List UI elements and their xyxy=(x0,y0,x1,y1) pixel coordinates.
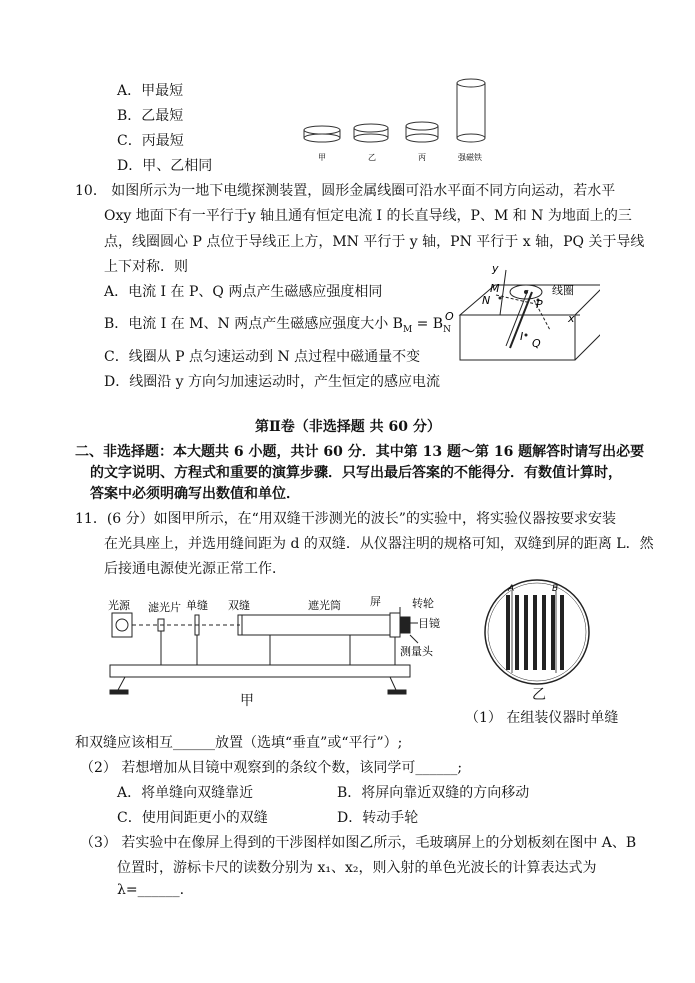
q10-option-b-eq: = B xyxy=(412,316,444,332)
q10-option-b-sub2: N xyxy=(443,324,451,335)
q11-label-eyepiece: 目镜 xyxy=(418,617,440,630)
q11-label-double-slit: 双缝 xyxy=(228,599,250,612)
q11-sub2-option-b: B．将屏向靠近双缝的方向移动 xyxy=(337,785,530,801)
q10-label-n: N xyxy=(482,294,491,307)
q11-sub1-part-b: 和双缝应该相互______放置（选填“垂直”或“平行”）; xyxy=(75,735,403,751)
q11-sub3-line-1: （3） 若实验中在像屏上得到的干涉图样如图乙所示，毛玻璃屏上的分划板刻在图中 A、B xyxy=(80,835,637,851)
q9-magnets-figure xyxy=(296,78,496,168)
q10-line-1: 10． 如图所示为一地下电缆探测装置，圆形金属线圈可沿水平面不同方向运动，若水平 xyxy=(75,183,616,199)
q10-label-o: O xyxy=(445,310,454,323)
q11-line-3: 后接通电源使光源正常工作． xyxy=(104,561,286,577)
q11-fig-yi-caption: 乙 xyxy=(532,687,546,703)
part2-heading: 第Ⅱ卷（非选择题 共 60 分） xyxy=(255,419,441,435)
q10-line-4: 上下对称．则 xyxy=(104,259,188,275)
q11-sub3-line-2: 位置时，游标卡尺的读数分别为 x₁、x₂，则入射的单色光波长的计算表达式为 xyxy=(117,860,597,876)
q9-label-magnet: 强磁铁 xyxy=(458,153,482,162)
q9-label-jia: 甲 xyxy=(318,153,326,162)
q11-label-tube: 遮光筒 xyxy=(308,599,341,612)
q10-label-p: P xyxy=(536,298,543,311)
q10-line-2: Oxy 地面下有一平行于y 轴且通有恒定电流 I 的长直导线，P、M 和 N 为地面上的三 xyxy=(104,208,632,224)
q11-sub2-option-c: C．使用间距更小的双缝 xyxy=(117,810,268,826)
part2-instruction-3: 答案中必须明确写出数值和单位． xyxy=(90,486,300,502)
q11-line-2: 在光具座上，并选用缝间距为 d 的双缝．从仪器注明的规格可知，双缝到屏的距离 L．然 xyxy=(104,536,654,552)
q10-cable-figure xyxy=(440,260,600,365)
q11-fig-jia-caption: 甲 xyxy=(240,693,254,709)
q11-label-filter: 滤光片 xyxy=(148,601,181,614)
q10-label-i: I xyxy=(520,330,524,343)
q10-option-a: A．电流 I 在 P、Q 两点产生磁感应强度相同 xyxy=(104,284,383,300)
q11-fringe-label-b: B xyxy=(552,584,559,594)
part2-instruction-2: 的文字说明、方程式和重要的演算步骤．只写出最后答案的不能得分．有数值计算时， xyxy=(90,465,622,481)
q9-option-d: D．甲、乙相同 xyxy=(117,158,213,174)
q11-label-screen: 屏 xyxy=(370,595,381,608)
q11-label-handwheel: 转轮 xyxy=(412,597,434,610)
q10-option-b-text: B．电流 I 在 M、N 两点产生磁感应强度大小 B xyxy=(104,316,403,332)
q11-sub3-line-3: λ=______. xyxy=(117,882,185,898)
q10-label-m: M xyxy=(490,282,500,295)
q11-sub2-option-d: D．转动手轮 xyxy=(337,810,419,826)
q9-option-c: C．丙最短 xyxy=(117,133,184,149)
q10-label-q: Q xyxy=(532,337,541,350)
q11-sub1-part-a: （1） 在组装仪器时单缝 xyxy=(465,710,619,726)
q9-option-b: B．乙最短 xyxy=(117,108,184,124)
q11-apparatus-figure xyxy=(100,595,445,710)
q11-sub2: （2） 若想增加从目镜中观察到的条纹个数，该同学可______; xyxy=(80,760,463,776)
q11-fringe-figure xyxy=(482,577,592,687)
q11-label-measuring-head: 测量头 xyxy=(400,645,433,658)
q10-label-coil: 线圈 xyxy=(552,284,574,297)
q11-label-single-slit: 单缝 xyxy=(186,599,208,612)
q9-label-yi: 乙 xyxy=(368,153,376,162)
q10-label-x: x xyxy=(568,312,575,325)
q10-option-c: C．线圈从 P 点匀速运动到 N 点过程中磁通量不变 xyxy=(104,349,421,365)
q9-label-bing: 丙 xyxy=(418,153,426,162)
q10-option-b xyxy=(104,313,451,335)
q10-label-y: y xyxy=(492,262,499,275)
q9-option-a: A．甲最短 xyxy=(117,83,184,99)
q10-option-b-sub1: M xyxy=(402,324,413,335)
q11-line-1: 11．(6 分）如图甲所示，在“用双缝干涉测光的波长”的实验中，将实验仪器按要求安装 xyxy=(75,511,616,527)
q10-line-3: 点，线圈圆心 P 点位于导线正上方，MN 平行于 y 轴，PN 平行于 x 轴，PQ 关于导线 xyxy=(104,234,645,250)
q11-fringe-label-a: A xyxy=(508,584,515,594)
part2-instruction-1: 二、非选择题：本大题共 6 小题，共计 60 分．其中第 13 题～第 16 题解答时请写出必要 xyxy=(75,444,645,460)
q11-sub2-option-a: A．将单缝向双缝靠近 xyxy=(117,785,254,801)
q10-option-d: D．线圈沿 y 方向匀加速运动时，产生恒定的感应电流 xyxy=(104,374,441,390)
q11-label-light-source: 光源 xyxy=(108,599,130,612)
